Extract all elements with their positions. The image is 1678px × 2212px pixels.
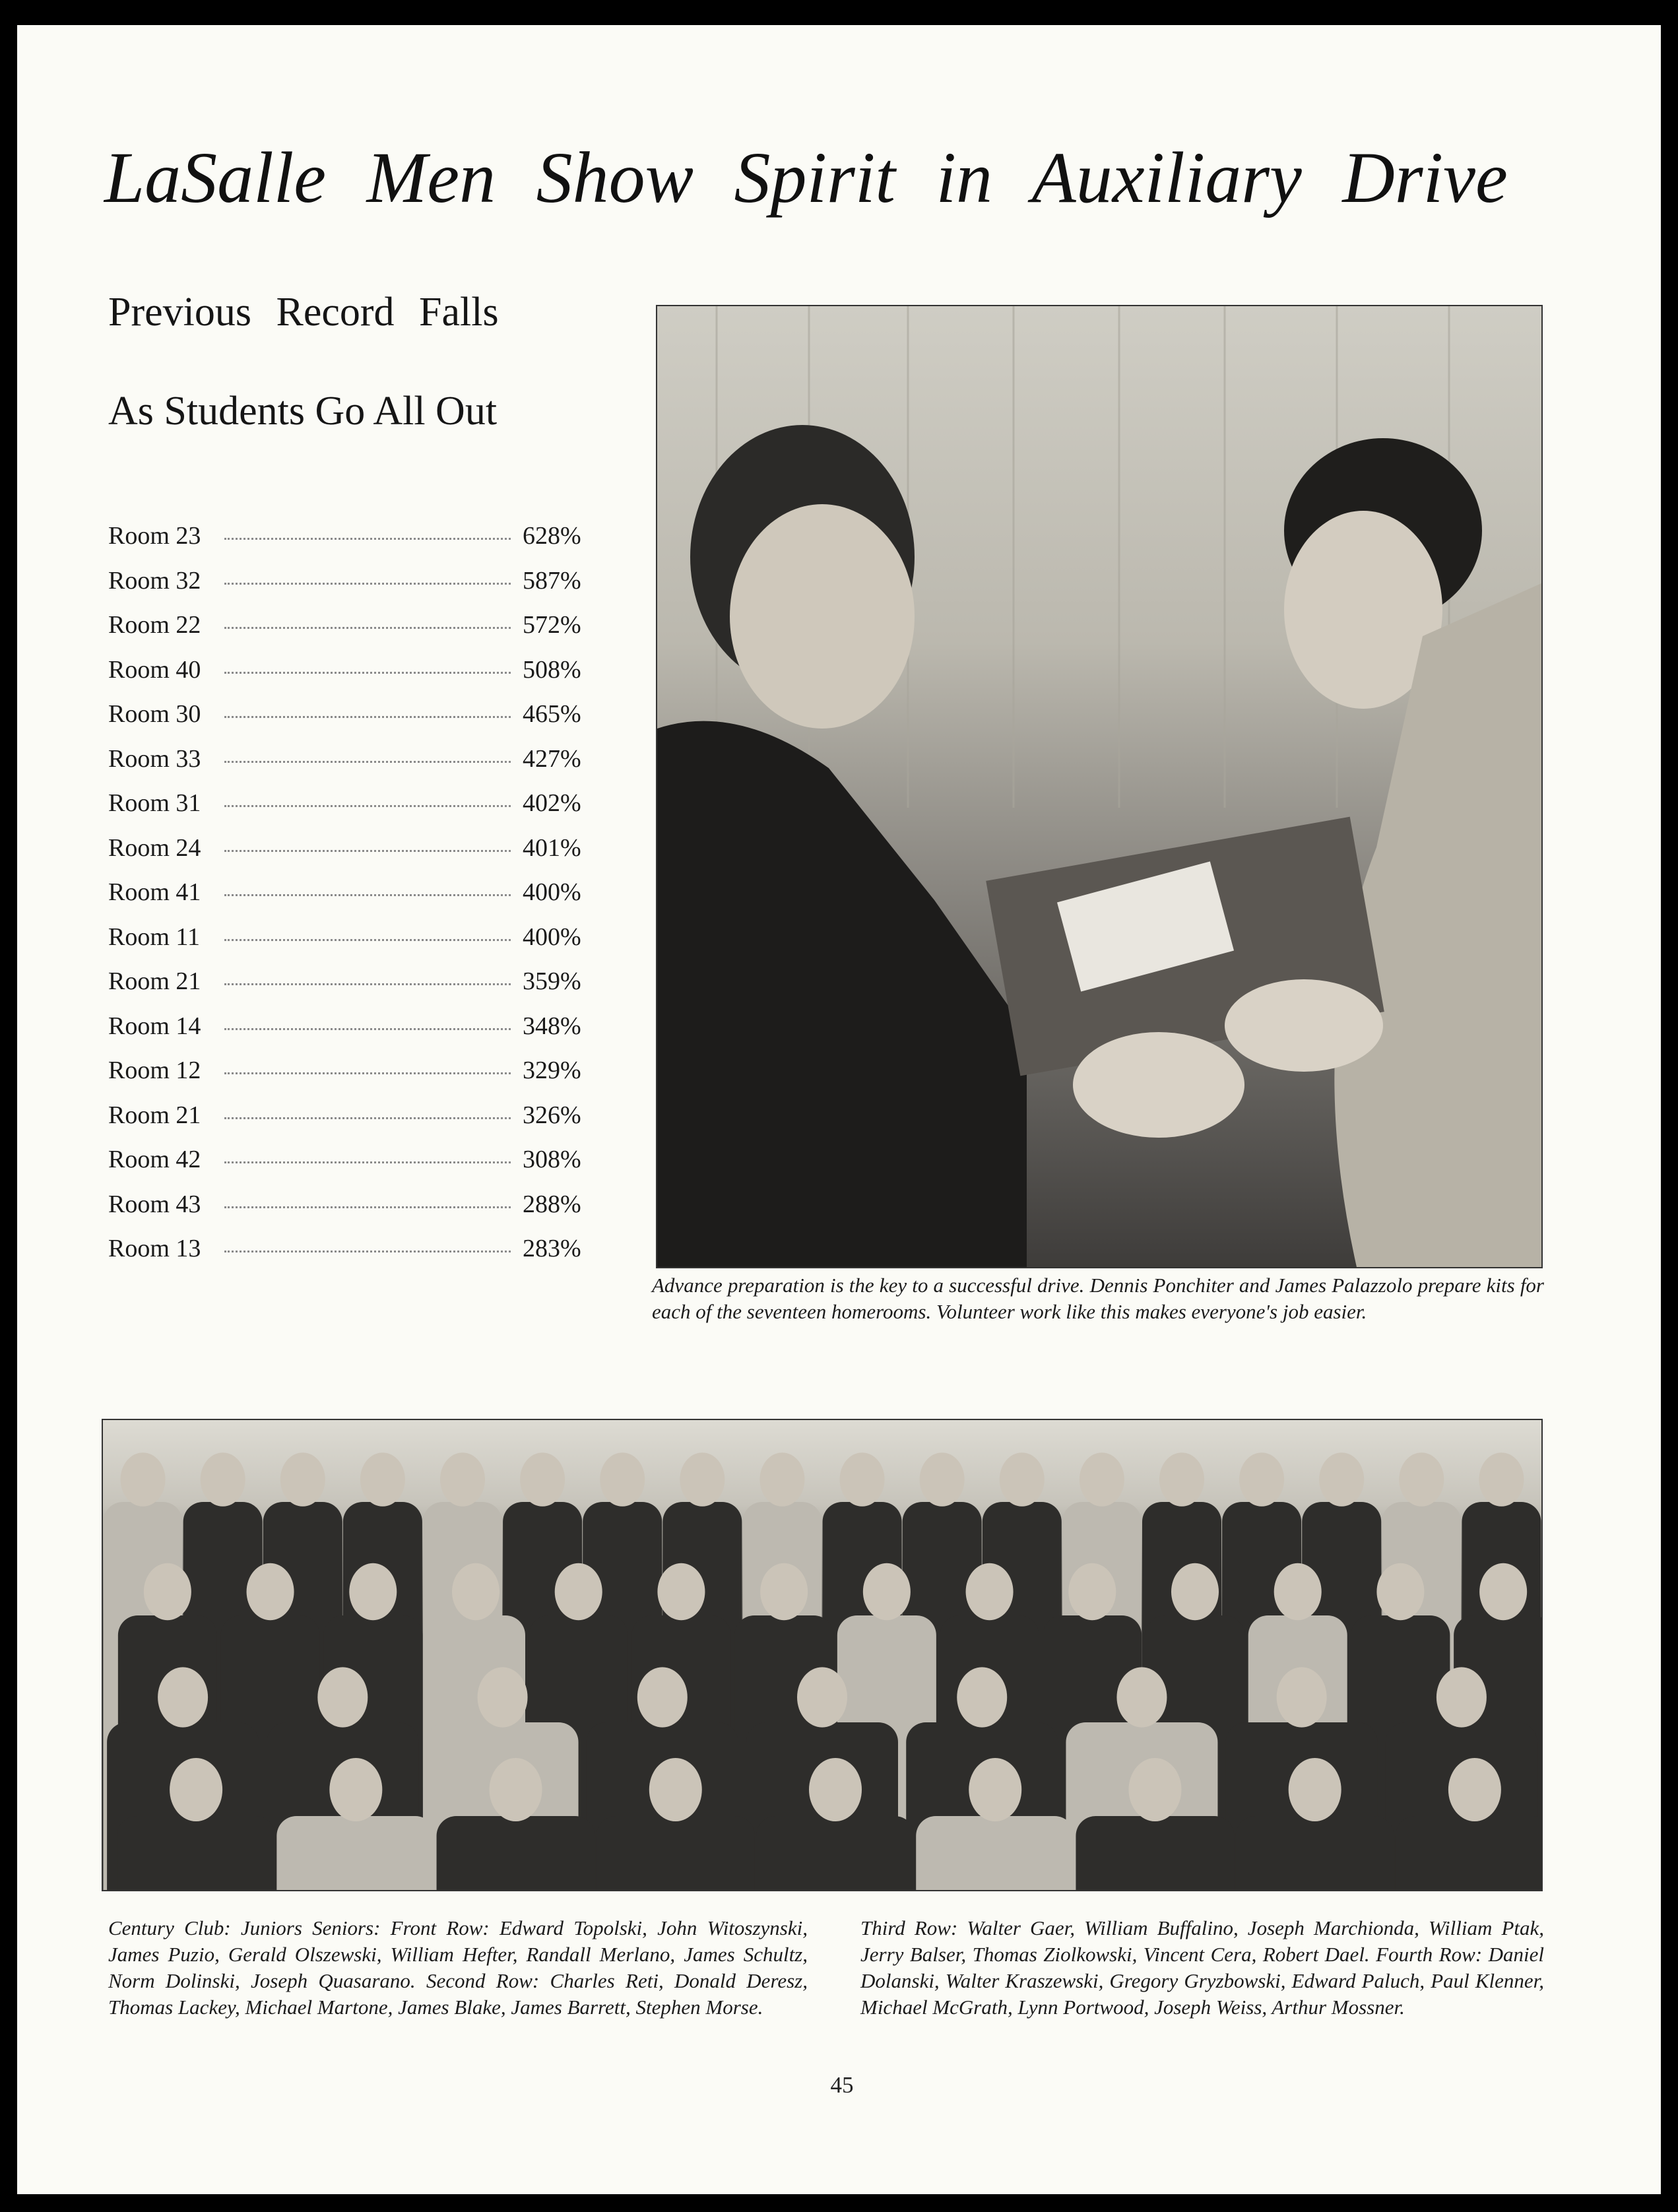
room-row [108, 655, 597, 700]
person-head [1128, 1758, 1181, 1821]
room-percent: 329% [523, 1057, 581, 1084]
room-percent: 508% [523, 655, 581, 684]
person-head [1116, 1667, 1167, 1727]
person-head [1376, 1563, 1424, 1620]
person-head [1159, 1452, 1204, 1507]
person-head [452, 1563, 500, 1620]
dot-leader [224, 983, 511, 985]
person-body [916, 1816, 1074, 1890]
room-percent: 427% [523, 744, 581, 773]
room-row [108, 1012, 597, 1057]
dot-leader [224, 1117, 511, 1119]
person-head [966, 1563, 1014, 1620]
dot-leader [224, 583, 511, 585]
person-body [597, 1816, 755, 1890]
person-head [360, 1452, 405, 1507]
room-percent: 400% [523, 923, 581, 951]
room-name: Room 14 [108, 1012, 201, 1040]
room-name: Room 40 [108, 655, 201, 684]
room-name: Room 30 [108, 700, 201, 728]
person-head [478, 1667, 528, 1727]
room-percent: 587% [523, 566, 581, 595]
room-percent: 308% [523, 1146, 581, 1173]
room-row [108, 566, 597, 611]
century-club-group-photo [102, 1419, 1543, 1891]
person-head [317, 1667, 368, 1727]
kit-preparation-photo [656, 305, 1543, 1268]
person-head [490, 1758, 542, 1821]
person-head [759, 1452, 804, 1507]
person-head [121, 1452, 166, 1507]
room-percent: 288% [523, 1190, 581, 1218]
person-body [276, 1816, 435, 1890]
person-head [144, 1563, 191, 1620]
room-row [108, 878, 597, 923]
person-body [437, 1816, 595, 1890]
room-percent: 628% [523, 522, 581, 550]
person-head [1399, 1452, 1444, 1507]
person-body [1396, 1816, 1541, 1890]
person-head [247, 1563, 294, 1620]
room-row [108, 923, 597, 967]
person-head [797, 1667, 847, 1727]
headline: LaSalle Men Show Spirit in Auxiliary Drive [104, 137, 1508, 218]
room-percent: 400% [523, 878, 581, 906]
room-name: Room 33 [108, 744, 201, 773]
person-head [1080, 1452, 1124, 1507]
person-head [649, 1758, 702, 1821]
person-head [1277, 1667, 1327, 1727]
group-caption-left: Century Club: Juniors Seniors: Front Row: Edward Topolski, John Witoszynski, James Puzio, Gerald Olszewski, William Hefter, Randall Merlano, James Schultz, Norm Dolinski, Joseph Quasarano. Second Row: Charles Reti, Donald Deresz, Thomas Lackey, Michael Martone, James Blake, James Barrett, Stephen Morse. [108, 1916, 808, 2019]
yearbook-page [17, 25, 1661, 2194]
room-name: Room 42 [108, 1146, 201, 1173]
subheading-record: Previous Record Falls [108, 290, 499, 335]
person-head [1171, 1563, 1219, 1620]
dot-leader [224, 716, 511, 718]
room-percent: 465% [523, 700, 581, 728]
person-head [760, 1563, 808, 1620]
person-head [555, 1563, 602, 1620]
photo-caption: Advance preparation is the key to a successful drive. Dennis Ponchiter and James Palazzolo prepare kits for each of the seventeen homerooms. Volunteer work like this makes everyone's job easier. [652, 1274, 1544, 1323]
room-row [108, 1101, 597, 1146]
person-head [809, 1758, 862, 1821]
room-name: Room 41 [108, 878, 201, 906]
person-head [158, 1667, 208, 1727]
room-percent: 572% [523, 611, 581, 639]
person-head [440, 1452, 485, 1507]
room-row [108, 610, 597, 655]
room-row [108, 1234, 597, 1279]
person-head [1479, 1563, 1527, 1620]
room-name: Room 31 [108, 789, 201, 817]
person-head [863, 1563, 911, 1620]
room-name: Room 32 [108, 566, 201, 595]
person-head [349, 1563, 397, 1620]
person-head [1319, 1452, 1364, 1507]
page-number: 45 [830, 2072, 854, 2098]
kit-preparation-photo-image [657, 306, 1541, 1267]
room-percent: 348% [523, 1012, 581, 1040]
dot-leader [224, 1161, 511, 1163]
room-name: Room 12 [108, 1057, 201, 1084]
dot-leader [224, 1251, 511, 1252]
person-head [657, 1563, 705, 1620]
dot-leader [224, 850, 511, 852]
dot-leader [224, 538, 511, 540]
person-head [1274, 1563, 1322, 1620]
person-head [680, 1452, 725, 1507]
person-body [756, 1816, 915, 1890]
person-head [1289, 1758, 1341, 1821]
room-name: Room 43 [108, 1190, 201, 1218]
person-head [637, 1667, 688, 1727]
person-head [329, 1758, 382, 1821]
room-name: Room 22 [108, 611, 201, 639]
dot-leader [224, 805, 511, 807]
room-row [108, 521, 597, 566]
room-name: Room 13 [108, 1235, 201, 1262]
dot-leader [224, 1028, 511, 1030]
room-percent: 283% [523, 1235, 581, 1262]
dot-leader [224, 1072, 511, 1074]
group-caption-right: Third Row: Walter Gaer, William Buffalino, Joseph Marchionda, William Ptak, Jerry Balser, Thomas Ziolkowski, Vincent Cera, Robert Dael. Fourth Row: Daniel Dolanski, Walter Kraszewski, Gregory Gryzbowski, Edward Paluch, Paul Klenner, Michael McGrath, Lynn Portwood, Joseph Weiss, Arthur Mossner. [860, 1916, 1544, 2019]
person-head [201, 1452, 245, 1507]
person-head [600, 1452, 645, 1507]
room-name: Room 11 [108, 923, 200, 951]
room-percent: 359% [523, 967, 581, 995]
room-row [108, 967, 597, 1012]
room-row [108, 1190, 597, 1235]
room-row [108, 833, 597, 878]
room-name: Room 24 [108, 833, 201, 862]
room-percent: 401% [523, 833, 581, 862]
room-percentage-list [108, 521, 597, 1279]
room-percent: 402% [523, 789, 581, 817]
person-head [1239, 1452, 1284, 1507]
person-head [840, 1452, 885, 1507]
dot-leader [224, 761, 511, 763]
room-row [108, 699, 597, 744]
person-head [1436, 1667, 1487, 1727]
room-name: Room 21 [108, 1101, 201, 1129]
person-head [1448, 1758, 1501, 1821]
dot-leader [224, 894, 511, 896]
room-row [108, 744, 597, 789]
room-percent: 326% [523, 1101, 581, 1129]
person-head [1479, 1452, 1524, 1507]
dot-leader [224, 672, 511, 674]
room-row [108, 1056, 597, 1101]
person-head [520, 1452, 565, 1507]
dot-leader [224, 1206, 511, 1208]
person-head [920, 1452, 965, 1507]
person-head [957, 1667, 1007, 1727]
person-head [1000, 1452, 1045, 1507]
person-head [280, 1452, 325, 1507]
person-head [969, 1758, 1021, 1821]
person-head [170, 1758, 222, 1821]
room-row [108, 1145, 597, 1190]
room-name: Room 23 [108, 522, 201, 550]
subheading-students: As Students Go All Out [108, 389, 498, 434]
room-name: Room 21 [108, 967, 201, 995]
person-body [1236, 1816, 1394, 1890]
dot-leader [224, 939, 511, 941]
person-body [117, 1816, 275, 1890]
room-row [108, 789, 597, 833]
person-body [1076, 1816, 1234, 1890]
century-club-group-photo-image [103, 1420, 1541, 1890]
person-head [1068, 1563, 1116, 1620]
dot-leader [224, 627, 511, 629]
